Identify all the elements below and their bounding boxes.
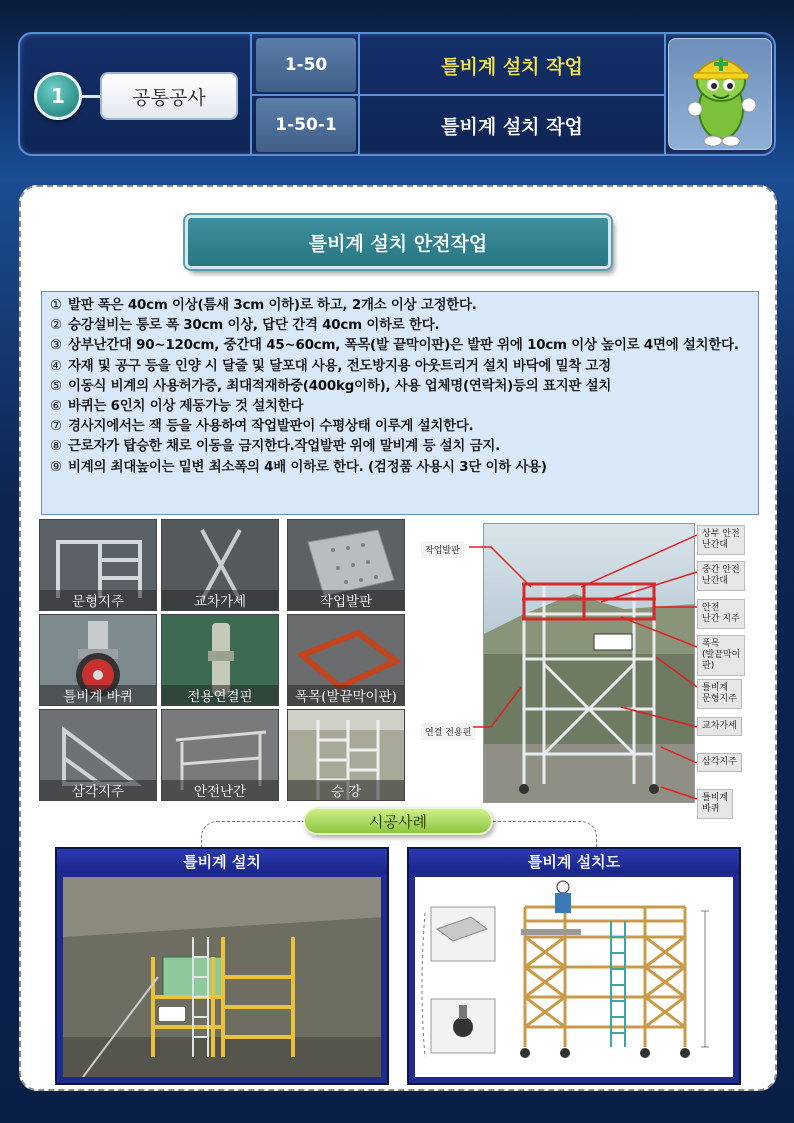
case-drawing-title: 틀비계 설치도 (409, 849, 739, 873)
tunnel-scaffold-photo-icon (63, 877, 381, 1077)
scaffold-photo-icon (484, 524, 695, 803)
component-toe-board: 폭목(발끝막이판) (287, 614, 405, 706)
rule-item: ⑤ 이동식 비계의 사용허가증, 최대적재하중(400kg이하), 사용 업체명(연락처)등의 표지판 설치 (50, 378, 612, 394)
document-header (18, 32, 776, 156)
case-study-pill: 시공사례 (303, 807, 493, 835)
case-drawing (415, 877, 733, 1077)
diagram-label-connect-pin: 연결 전용핀 (421, 723, 475, 740)
diagram-label-door-frame: 틀비계 문형지주 (697, 679, 742, 709)
component-caster-wheel: 틀비계 바퀴 (39, 614, 157, 706)
rule-item: ③ 상부난간대 90~120cm, 중간대 45~60cm, 폭목(발 끝막이판)은 발판 위에 10cm 이상 높이로 4면에 설치한다. (50, 338, 739, 354)
section-number-badge: 1 (34, 72, 82, 120)
diagram-label-rail-post: 안전 난간 지주 (697, 599, 745, 629)
diagram-label-cross-brace: 교차가세 (697, 717, 742, 736)
component-cross-brace: 교차가세 (161, 519, 279, 611)
header-title-2: 틀비계 설치 작업 (441, 115, 583, 138)
rule-item: ⑨ 비계의 최대높이는 밑변 최소폭의 4배 이하로 한다. (검정품 사용시 3단 이하 사용) (50, 459, 547, 475)
rule-item: ⑥ 바퀴는 6인치 이상 제동가능 것 설치한다 (50, 399, 304, 415)
scaffold-drawing-icon (415, 877, 733, 1077)
category-label: 공통공사 (100, 72, 238, 120)
diagram-label-toe-board: 폭목 (발끝막이 판) (697, 635, 745, 676)
diagram-label-triangle: 삼각지주 (697, 753, 742, 772)
header-title-1: 틀비계 설치 작업 (441, 55, 583, 78)
rule-item: ⑧ 근로자가 탑승한 채로 이동을 금지한다.작업발판 위에 말비계 등 설치 금지. (50, 439, 500, 455)
case-drawing-box (407, 847, 741, 1085)
header-code-2: 1-50-1 (256, 98, 356, 152)
scaffold-diagram-photo (483, 523, 695, 803)
component-door-frame: 문형지주 (39, 519, 157, 611)
header-row-divider (252, 94, 666, 96)
case-photo (63, 877, 381, 1077)
rule-item: ① 발판 폭은 40cm 이상(틈새 3cm 이하)로 하고, 2개소 이상 고정한다. (50, 298, 477, 313)
section-title: 틀비계 설치 안전작업 (185, 215, 611, 269)
content-panel (19, 185, 777, 1091)
safety-mascot-icon (669, 39, 773, 151)
diagram-label-top-rail: 상부 안전 난간대 (697, 525, 745, 555)
rule-item: ④ 자재 및 공구 등을 인양 시 달줄 및 달포대 사용, 전도방지용 아웃트리거 설치 바닥에 밀착 고정 (50, 358, 612, 374)
component-work-plank: 작업발판 (287, 519, 405, 611)
rule-item: ⑦ 경사지에서는 잭 등을 사용하여 작업발판이 수평상태 이루게 설치한다. (50, 419, 474, 435)
mascot-image (668, 38, 772, 150)
diagram-label-wheel: 틀비계 바퀴 (697, 789, 733, 819)
component-connecting-pin: 전용연결핀 (161, 614, 279, 706)
case-photo-title: 틀비계 설치 (57, 849, 387, 873)
component-safety-rail: 안전난간 (161, 709, 279, 801)
rule-item: ② 승강설비는 통로 폭 30cm 이상, 답단 간격 40cm 이하로 한다. (50, 318, 440, 334)
component-triangle-support: 삼각지주 (39, 709, 157, 801)
diagram-label-work-plank: 작업발판 (421, 541, 464, 558)
safety-rules-box (41, 291, 759, 515)
case-photo-box (55, 847, 389, 1085)
header-code-1: 1-50 (256, 38, 356, 92)
component-ladder: 승 강 (287, 709, 405, 801)
diagram-label-mid-rail: 중간 안전 난간대 (697, 561, 745, 591)
